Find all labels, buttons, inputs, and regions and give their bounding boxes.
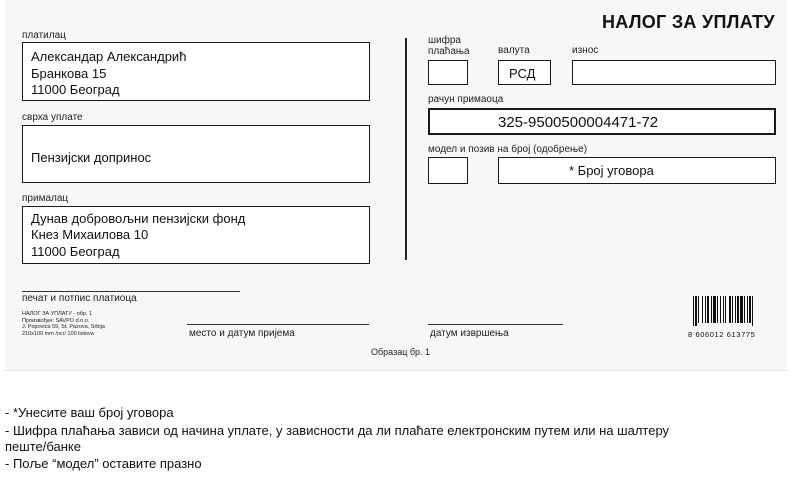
payment-code-label bbox=[428, 35, 470, 57]
place-date-label: место и датум пријема bbox=[189, 328, 295, 339]
form-title: НАЛОГ ЗА УПЛАТУ bbox=[602, 12, 775, 32]
payer-line-2: Бранкова 15 bbox=[31, 66, 107, 81]
signature-line bbox=[22, 291, 240, 292]
recipient-field[interactable] bbox=[22, 206, 370, 264]
currency-field[interactable] bbox=[498, 60, 551, 85]
currency-label: валута bbox=[498, 45, 530, 56]
model-field[interactable] bbox=[428, 157, 468, 184]
recipient-line-3: 11000 Београд bbox=[31, 244, 120, 259]
recipient-line-2: Кнез Михаилова 10 bbox=[31, 227, 149, 242]
barcode-image bbox=[691, 296, 781, 326]
reference-number-field[interactable] bbox=[498, 157, 776, 184]
payer-label: платилац bbox=[22, 30, 66, 41]
payer-line-1: Александар Александрић bbox=[31, 49, 187, 64]
column-divider bbox=[405, 38, 407, 260]
purpose-label: сврха уплате bbox=[22, 112, 83, 123]
payer-field[interactable] bbox=[22, 42, 370, 101]
recipient-line-1: Дунав добровољни пензијски фонд bbox=[31, 211, 246, 226]
payment-code-label-line-2: плаћања bbox=[428, 46, 470, 57]
printer-info bbox=[22, 311, 105, 337]
purpose-value: Пензијски допринос bbox=[31, 150, 152, 165]
printer-info-line-3: J. Popovića 59, St. Pazova, Srbija bbox=[22, 324, 105, 330]
signature-label: печат и потпис платиоца bbox=[22, 293, 137, 304]
payer-line-3: 11000 Београд bbox=[31, 82, 120, 97]
printer-info-line-2: Произвођач: SAVPO d.o.o. bbox=[22, 317, 90, 324]
execution-date-label: датум извршења bbox=[430, 328, 509, 339]
account-field[interactable] bbox=[428, 108, 776, 135]
recipient-label: прималац bbox=[22, 193, 69, 204]
amount-label: износ bbox=[572, 45, 599, 56]
amount-field[interactable] bbox=[572, 60, 776, 85]
place-date-line bbox=[187, 324, 369, 325]
purpose-field[interactable] bbox=[22, 125, 370, 183]
model-label: модел и позив на број (одобрење) bbox=[428, 144, 588, 155]
printer-info-line-4: 210x100 mm /ncr/ 100 listova bbox=[22, 330, 94, 337]
note-payment-code: - Шифра плаћања зависи од начина уплате, у зависности да ли плаћате електронским путем или на шалтеру bbox=[5, 423, 670, 438]
note-model-field: - Поље “модел” оставите празно bbox=[5, 456, 202, 471]
execution-date-line bbox=[428, 324, 563, 325]
form-number: Образац бр. 1 bbox=[371, 347, 431, 357]
note-payment-code-cont: пеште/банке bbox=[5, 439, 81, 454]
barcode-digits: 8 606012 613775 bbox=[688, 330, 756, 339]
account-value: 325-9500500004471-72 bbox=[498, 114, 659, 131]
printer-info-line-1: НАЛОГ ЗА УПЛАТУ - обр. 1 bbox=[22, 311, 93, 317]
note-contract-number: - *Унесите ваш број уговора bbox=[5, 405, 174, 420]
reference-value: * Број уговора bbox=[569, 163, 654, 178]
payment-order-form bbox=[5, 0, 787, 371]
payment-code-field[interactable] bbox=[428, 60, 468, 85]
payment-code-label-line-1: шифра bbox=[428, 35, 461, 46]
currency-value: РСД bbox=[509, 66, 536, 81]
account-label: рачун примаоца bbox=[428, 94, 504, 105]
